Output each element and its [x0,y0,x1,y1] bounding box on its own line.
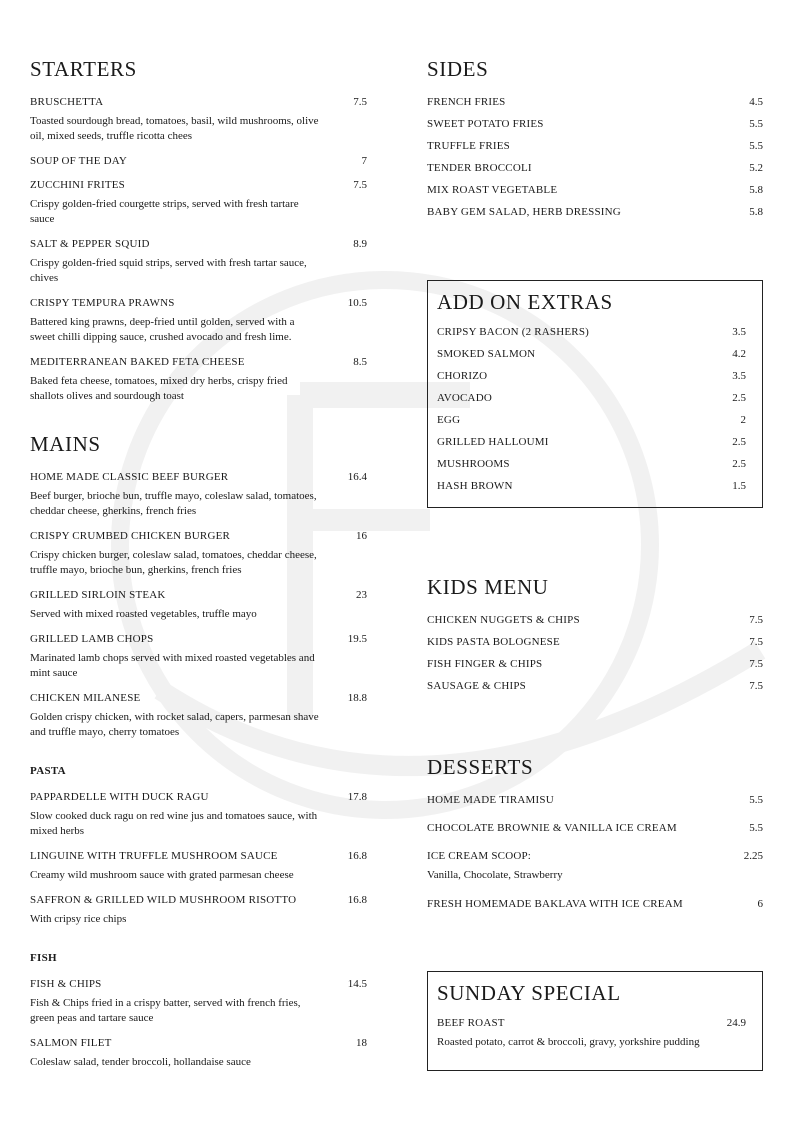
menu-item-name: GRILLED SIRLOIN STEAK [30,589,166,601]
menu-item-price: 7.5 [353,179,367,191]
menu-item-price: 7 [361,155,367,167]
sides-section [427,57,763,219]
menu-item-row [427,657,763,671]
menu-item-price: 3.5 [732,370,746,382]
menu-item-description: Golden crispy chicken, with rocket salad, capers, parmesan shave and truffle mayo, cherry tomatoes [30,711,319,738]
menu-item-name: ICE CREAM SCOOP: [427,850,532,862]
fish-list [30,977,367,1070]
menu-item-row [30,790,367,804]
menu-item-row [30,849,367,863]
menu-item-row [30,529,367,543]
menu-item [30,790,367,839]
menu-item [437,479,746,493]
kids-section [427,575,763,693]
menu-item [30,237,367,286]
menu-item [427,635,763,649]
menu-item-description: With cripsy rice chips [30,913,127,925]
menu-item-price: 5.2 [749,162,763,174]
menu-item-row [427,821,763,835]
menu-item-description: Vanilla, Chocolate, Strawberry [427,869,563,881]
menu-item-price: 10.5 [347,297,367,309]
menu-item [30,632,367,681]
menu-item-name: FISH & CHIPS [30,978,102,990]
menu-item-name: EGG [437,414,461,426]
starters-title: STARTERS [30,57,137,81]
menu-item [30,355,367,404]
menu-item-name: SALT & PEPPER SQUID [30,238,150,250]
menu-item-price: 2.5 [732,436,746,448]
menu-item [427,95,763,109]
starters-list [30,95,367,404]
menu-item [437,1016,746,1050]
menu-item-name: CHICKEN NUGGETS & CHIPS [427,614,580,626]
menu-item-price: 6 [757,898,763,910]
left-column [30,57,367,1080]
menu-item-row [427,95,763,109]
menu-item-row [30,691,367,705]
menu-item [427,821,763,835]
menu-item-row [30,977,367,991]
menu-item-name: FRESH HOMEMADE BAKLAVA WITH ICE CREAM [427,898,683,910]
menu-item-row [437,479,746,493]
menu-item-price: 16 [356,530,367,542]
menu-item [437,369,746,383]
menu-item-row [437,325,746,339]
menu-item-price: 2.5 [732,458,746,470]
menu-item [30,154,367,168]
menu-item-price: 17.8 [347,791,367,803]
menu-item [30,296,367,345]
mains-list [30,470,367,740]
menu-item [427,117,763,131]
menu-item-description: Crispy golden-fried squid strips, served with fresh tartar sauce, chives [30,257,307,284]
menu-item-price: 16.8 [347,894,367,906]
menu-item-price: 16.8 [347,850,367,862]
menu-item-row [30,1036,367,1050]
menu-item-price: 2.5 [732,392,746,404]
desserts-list [427,793,763,911]
menu-item-row [427,897,763,911]
menu-item-description: Creamy wild mushroom sauce with grated parmesan cheese [30,869,294,881]
menu-item-row [427,183,763,197]
menu-item [30,849,367,883]
menu-item-name: GRILLED HALLOUMI [437,436,549,448]
menu-item-price: 19.5 [347,633,367,645]
menu-item-description: Baked feta cheese, tomatoes, mixed dry herbs, crispy fried shallots olives and sourdough toast [30,375,288,402]
menu-item-row [427,613,763,627]
menu-item [30,1036,367,1070]
menu-item [437,391,746,405]
extras-box [427,280,763,508]
menu-item-row [427,849,763,863]
menu-item [427,613,763,627]
menu-item [30,893,367,927]
menu-item-name: SALMON FILET [30,1037,112,1049]
menu-item-name: ZUCCHINI FRITES [30,179,125,191]
menu-item-name: FRENCH FRIES [427,96,506,108]
menu-item-name: SAFFRON & GRILLED WILD MUSHROOM RISOTTO [30,894,297,906]
pasta-section [30,764,367,927]
sunday-special-box [427,971,763,1071]
menu-item-row [437,347,746,361]
menu-item-row [427,205,763,219]
fish-section [30,951,367,1070]
menu-item-name: SAUSAGE & CHIPS [427,680,526,692]
menu-item-row [30,893,367,907]
menu-item-row [437,457,746,471]
menu-item-row [437,435,746,449]
menu-item-name: TENDER BROCCOLI [427,162,532,174]
menu-item [437,347,746,361]
menu-item-name: GRILLED LAMB CHOPS [30,633,154,645]
menu-item-row [30,470,367,484]
menu-item-price: 16.4 [347,471,367,483]
menu-item-row [30,588,367,602]
menu-item-price: 5.5 [749,140,763,152]
menu-item-price: 18 [356,1037,367,1049]
menu-item [30,95,367,144]
menu-item-name: PAPPARDELLE WITH DUCK RAGU [30,791,209,803]
menu-item-description: Battered king prawns, deep-fried until golden, served with a sweet chilli dipping sauce, crushed avocado and fresh lime. [30,316,295,343]
menu-item-price: 7.5 [353,96,367,108]
menu-item-name: CRISPY TEMPURA PRAWNS [30,297,175,309]
menu-item-price: 7.5 [749,658,763,670]
menu-item [30,588,367,622]
pasta-list [30,790,367,927]
menu-item-price: 18.8 [347,692,367,704]
menu-item [437,435,746,449]
menu-item-row [30,355,367,369]
menu-item-name: SMOKED SALMON [437,348,536,360]
menu-item-row [427,117,763,131]
menu-item-row [427,635,763,649]
desserts-title: DESSERTS [427,755,534,779]
menu-item [437,413,746,427]
menu-item-row [427,793,763,807]
menu-item-price: 7.5 [749,680,763,692]
menu-item-name: BABY GEM SALAD, HERB DRESSING [427,206,621,218]
menu-item-name: TRUFFLE FRIES [427,140,510,152]
menu-item-price: 5.5 [749,118,763,130]
sunday-title: SUNDAY SPECIAL [437,981,621,1005]
menu-item-name: MEDITERRANEAN BAKED FETA CHEESE [30,356,245,368]
menu-item-row [427,139,763,153]
menu-item-name: CHORIZO [437,370,488,382]
mains-section [30,432,367,740]
menu-item-row [437,1016,746,1030]
menu-item-price: 2 [740,414,746,426]
menu-item-name: FISH FINGER & CHIPS [427,658,543,670]
pasta-title: PASTA [30,765,66,777]
menu-item [30,470,367,519]
menu-item-price: 7.5 [749,614,763,626]
menu-item-description: Marinated lamb chops served with mixed roasted vegetables and mint sauce [30,652,315,679]
menu-item-name: CHICKEN MILANESE [30,692,141,704]
menu-item [427,205,763,219]
menu-item-description: Crispy golden-fried courgette strips, served with fresh tartare sauce [30,198,299,225]
menu-item-price: 23 [356,589,367,601]
kids-title: KIDS MENU [427,575,549,599]
menu-item-description: Roasted potato, carrot & broccoli, gravy, yorkshire pudding [437,1036,700,1048]
menu-item [30,691,367,740]
starters-section [30,57,367,404]
menu-item [427,849,763,883]
extras-title: ADD ON EXTRAS [437,290,613,314]
menu-item [437,325,746,339]
menu-item-price: 24.9 [726,1017,746,1029]
menu-item-name: CRISPY CRUMBED CHICKEN BURGER [30,530,231,542]
menu-item [427,793,763,807]
menu-item-name: MIX ROAST VEGETABLE [427,184,558,196]
menu-item-name: LINGUINE WITH TRUFFLE MUSHROOM SAUCE [30,850,278,862]
menu-item-description: Served with mixed roasted vegetables, truffle mayo [30,608,257,620]
menu-item-row [30,154,367,168]
extras-list [437,325,746,493]
menu-item-row [30,632,367,646]
menu-item-price: 8.5 [353,356,367,368]
menu-item-price: 8.9 [353,238,367,250]
menu-item-price: 5.8 [749,206,763,218]
menu-item [427,897,763,911]
sides-list [427,95,763,219]
menu-item-price: 2.25 [743,850,763,862]
menu-item-name: BRUSCHETTA [30,96,104,108]
menu-item-price: 5.8 [749,184,763,196]
menu-item-price: 14.5 [347,978,367,990]
desserts-section [427,755,763,911]
menu-item-name: HOME MADE TIRAMISU [427,794,554,806]
menu-item-price: 1.5 [732,480,746,492]
menu-item [30,178,367,227]
kids-list [427,613,763,693]
menu-item-description: Beef burger, brioche bun, truffle mayo, coleslaw salad, tomatoes, cheddar cheese, gherkins, french fries [30,490,317,517]
menu-item-name: SWEET POTATO FRIES [427,118,544,130]
sunday-list [437,1016,746,1050]
menu-item-row [437,369,746,383]
menu-item [427,679,763,693]
menu-item [30,977,367,1026]
menu-item-price: 5.5 [749,794,763,806]
menu-item-price: 4.5 [749,96,763,108]
menu-item-description: Toasted sourdough bread, tomatoes, basil, wild mushrooms, olive oil, mixed seeds, truffle ricotta chees [30,115,319,142]
menu-item-description: Coleslaw salad, tender broccoli, hollandaise sauce [30,1056,251,1068]
menu-item-row [437,413,746,427]
menu-item [427,657,763,671]
mains-title: MAINS [30,432,101,456]
sides-title: SIDES [427,57,489,81]
menu-item-name: BEEF ROAST [437,1017,505,1029]
menu-item [437,457,746,471]
menu-item-row [427,161,763,175]
menu-item [427,139,763,153]
fish-title: FISH [30,952,57,964]
menu-item-name: MUSHROOMS [437,458,510,470]
menu-item-description: Crispy chicken burger, coleslaw salad, tomatoes, cheddar cheese, truffle mayo, brioche bun, gherkins, french fries [30,549,317,576]
menu-item-price: 3.5 [732,326,746,338]
right-column [427,57,763,1071]
menu-item-name: HOME MADE CLASSIC BEEF BURGER [30,471,229,483]
menu-item-price: 7.5 [749,636,763,648]
menu-item-row [30,237,367,251]
menu-item-row [30,296,367,310]
menu-item [427,183,763,197]
menu-item-name: KIDS PASTA BOLOGNESE [427,636,560,648]
menu-item-price: 5.5 [749,822,763,834]
menu-item-row [30,178,367,192]
menu-item-row [427,679,763,693]
menu-item [427,161,763,175]
menu-item-row [30,95,367,109]
menu-item-price: 4.2 [732,348,746,360]
menu-item-description: Slow cooked duck ragu on red wine jus and tomatoes sauce, with mixed herbs [30,810,318,837]
menu-item-name: CHOCOLATE BROWNIE & VANILLA ICE CREAM [427,822,677,834]
menu-item-row [437,391,746,405]
menu-item-name: AVOCADO [437,392,492,404]
menu-item-name: SOUP OF THE DAY [30,155,128,167]
menu-item-description: Fish & Chips fried in a crispy batter, served with french fries, green peas and tartare sauce [30,997,301,1024]
menu-item-name: CRIPSY BACON (2 RASHERS) [437,326,590,338]
menu-item-name: HASH BROWN [437,480,513,492]
menu-item [30,529,367,578]
